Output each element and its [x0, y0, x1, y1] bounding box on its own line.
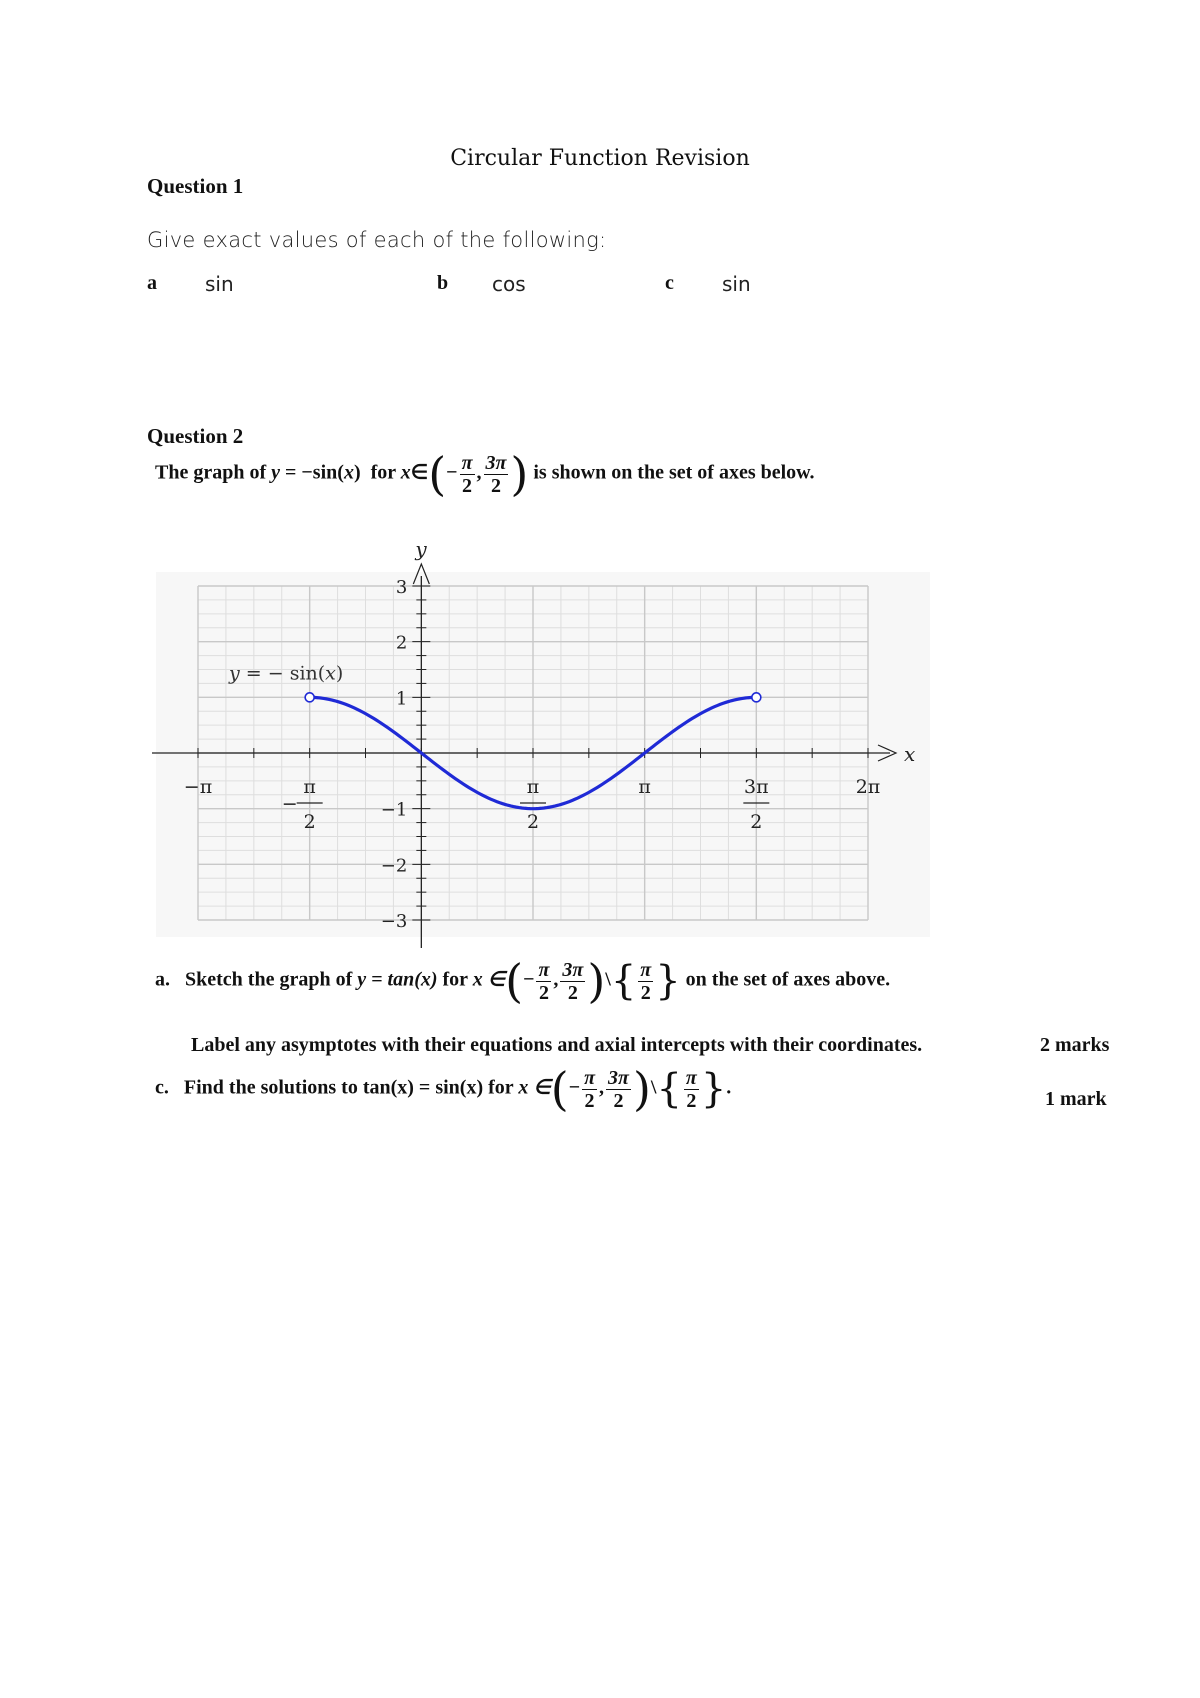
- x-tick-label-numerator: 3π: [744, 776, 769, 798]
- intro-for: for: [370, 461, 396, 484]
- part-c-var: x ∈: [518, 1076, 551, 1099]
- x-tick-label: π: [638, 776, 651, 798]
- close-brace: }: [700, 1066, 727, 1112]
- q1-part-c-letter: c: [665, 272, 674, 294]
- part-c-upper-fraction: [606, 1067, 631, 1112]
- part-a-instruction: Label any asymptotes with their equations and axial intercepts with their coordinates.: [191, 1034, 923, 1056]
- y-tick-label: 3: [395, 577, 408, 598]
- part-a-lower-sign: −: [523, 968, 535, 991]
- part-c-post: .: [726, 1076, 732, 1099]
- graph-backdrop: [156, 572, 930, 937]
- frac-den: 2: [538, 981, 549, 1004]
- open-brace: {: [656, 1066, 682, 1112]
- x-tick-label-numerator: π: [526, 776, 540, 798]
- frac-den: 2: [584, 1089, 595, 1112]
- frac-den: 2: [567, 981, 578, 1004]
- part-c-eq: tan(x) = sin(x): [362, 1076, 484, 1099]
- part-c-label: c.: [155, 1076, 169, 1099]
- part-a-label: a.: [155, 968, 170, 991]
- intro-eq-rest: = −sin(: [280, 461, 344, 484]
- close-paren: ): [632, 1062, 651, 1116]
- intro-upper-fraction: [484, 452, 509, 497]
- y-tick-label: −2: [380, 855, 408, 877]
- question-2-part-c: c. Find the solutions to tan(x) = sin(x) for x ∈(− $\frac{\pi}{2}$ , $\frac{3\pi}{2}$ )\{ $\frac{\pi}{2}$ }.: [155, 1062, 732, 1116]
- part-a-marks: 2 marks: [1040, 1034, 1110, 1056]
- intro-eq-x: x: [343, 461, 354, 484]
- open-endpoint-left: [305, 693, 314, 702]
- frac-den: 2: [490, 474, 501, 497]
- intro-var: x: [400, 461, 411, 484]
- frac-den: 2: [640, 981, 651, 1004]
- y-tick-label: −1: [380, 799, 408, 821]
- part-a-upper-fraction: [560, 959, 585, 1004]
- part-a-excluded-fraction: [638, 959, 653, 1004]
- y-tick-label: 2: [395, 632, 408, 654]
- open-brace: {: [610, 958, 637, 1004]
- q1-part-a-letter: a: [147, 272, 157, 294]
- close-brace: }: [655, 958, 681, 1004]
- intro-lower-sign: −: [446, 461, 458, 484]
- intro-post: is shown on the set of axes below.: [533, 461, 815, 484]
- frac-den: 2: [613, 1089, 624, 1112]
- frac-num: π: [685, 1066, 697, 1089]
- part-a-for: for: [442, 968, 468, 991]
- part-a-pre: Sketch the graph of: [185, 968, 353, 991]
- series-label: y = − sin(x): [229, 662, 344, 685]
- part-a-lower-fraction: [536, 959, 551, 1004]
- x-tick-label-denominator: 2: [526, 811, 540, 833]
- x-axis-label: x: [904, 742, 916, 766]
- open-paren: (: [505, 954, 524, 1008]
- part-c-excluded-fraction: [684, 1067, 699, 1112]
- intro-in: ∈: [410, 461, 429, 484]
- y-tick-label: −3: [380, 911, 408, 932]
- q1-part-b-function: cos: [492, 272, 526, 296]
- part-a-var: x ∈: [472, 968, 506, 991]
- part-c-setminus: \: [650, 1076, 657, 1099]
- question-1-instruction: Give exact values of each of the following:: [147, 228, 607, 252]
- close-paren: ): [587, 954, 606, 1008]
- q1-part-a-function: sin: [205, 272, 234, 296]
- frac-num: 3π: [485, 451, 507, 474]
- frac-num: π: [538, 958, 550, 981]
- frac-num: π: [461, 451, 473, 474]
- intro-eq-y: y: [271, 461, 281, 484]
- intro-lower-fraction: [460, 452, 475, 497]
- x-tick-label: −π: [183, 776, 213, 798]
- x-tick-label: 2π: [855, 776, 881, 798]
- part-c-marks: 1 mark: [1045, 1088, 1107, 1110]
- part-a-post: on the set of axes above.: [685, 968, 891, 991]
- x-tick-label-sign: −: [281, 793, 298, 815]
- page-title: Circular Function Revision: [450, 146, 750, 171]
- y-tick-label: 1: [395, 688, 408, 710]
- part-a-eq: y = tan(x): [357, 968, 438, 991]
- frac-den: 2: [462, 474, 473, 497]
- part-c-lower-fraction: [582, 1067, 597, 1112]
- frac-den: 2: [686, 1089, 697, 1112]
- frac-num: π: [584, 1066, 596, 1089]
- question-2-intro: The graph of y = −sin(x) for x∈(− $\frac{\pi}{2}$ , $\frac{3\pi}{2}$ ) is shown on the set of axes below.: [155, 447, 815, 501]
- x-tick-label-denominator: 2: [750, 811, 763, 833]
- open-paren: (: [550, 1062, 569, 1116]
- sine-graph: [150, 520, 940, 960]
- question-2-heading: Question 2: [147, 424, 244, 448]
- question-1-heading: Question 1: [147, 174, 244, 198]
- open-endpoint-right: [752, 693, 761, 702]
- part-c-for: for: [488, 1076, 514, 1099]
- q1-part-b-letter: b: [437, 272, 449, 294]
- part-c-pre: Find the solutions to: [183, 1076, 358, 1099]
- x-tick-label-denominator: 2: [303, 811, 316, 833]
- question-2-part-a: a. Sketch the graph of y = tan(x) for x ∈(− $\frac{\pi}{2}$ , $\frac{3\pi}{2}$ )\{ $\frac{\pi}{2}$ } on the set of axes above.: [155, 954, 891, 1008]
- part-c-lower-sign: −: [568, 1076, 581, 1099]
- part-a-setminus: \: [605, 968, 611, 991]
- intro-pre: The graph of: [155, 461, 267, 484]
- x-tick-label-numerator: π: [303, 776, 316, 798]
- frac-num: 3π: [562, 958, 584, 981]
- y-axis-label: y: [415, 537, 427, 561]
- frac-num: π: [640, 958, 652, 981]
- frac-num: 3π: [608, 1066, 629, 1089]
- q1-part-c-function: sin: [722, 272, 751, 296]
- intro-eq-close: ): [353, 461, 361, 484]
- open-paren: (: [428, 447, 447, 501]
- close-paren: ): [510, 447, 529, 501]
